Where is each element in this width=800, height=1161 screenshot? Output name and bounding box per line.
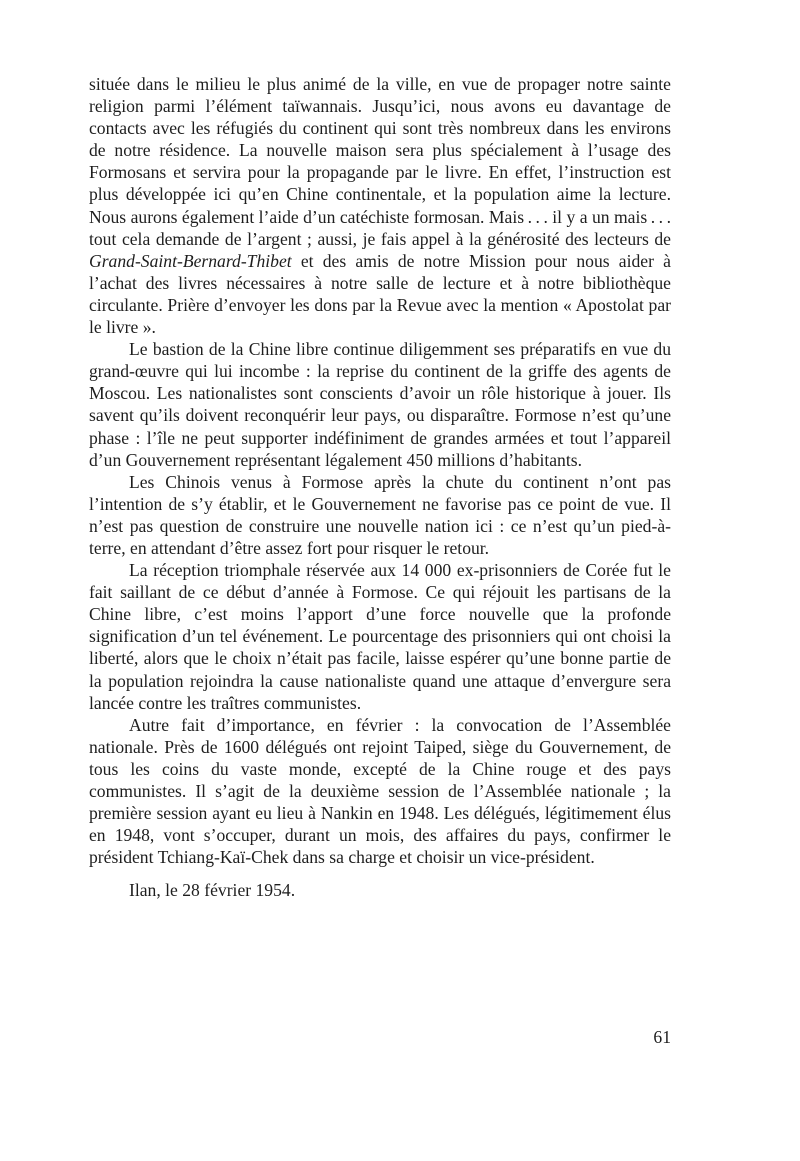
paragraph-1 (89, 73, 671, 338)
paragraph-4: La réception triomphale réservée aux 14 000 ex-prisonniers de Corée fut le fait saillant de ce début d’année à Formose. Ce qui réjouit les partisans de la Chine libre, c’est moins l’apport d’une force nouvelle que la profonde signification d’un tel événement. Le pourcentage des prisonniers qui ont choisi la liberté, alors que le choix n’était pas facile, laisse espérer qu’une bonne partie de la population rejoindra la cause nationaliste quand une attaque d’envergure sera lancée contre les traîtres communistes. (89, 560, 671, 713)
paragraph-2: Le bastion de la Chine libre continue diligemment ses préparatifs en vue du grand-œuvre qui lui incombe : la reprise du continent de la griffe des agents de Moscou. Les nationalistes sont conscients d’avoir un rôle historique à jouer. Ils savent qu’ils doivent reconquérir leur pays, ou disparaître. Formose n’est qu’une phase : l’île ne peut supporter indéfiniment de grandes armées et tout l’appareil d’un Gouvernement représentant légalement 450 millions d’habitants. (89, 339, 671, 470)
periodical-title: Grand-Saint-Bernard-Thibet (89, 250, 292, 271)
page-number: 61 (653, 1027, 671, 1047)
paragraph-3: Les Chinois venus à Formose après la chute du continent n’ont pas l’intention de s’y établir, et le Gouvernement ne favorise pas ce point de vue. Il n’est pas question de construire une nouvelle nation ici : ce n’est qu’un pied-à-terre, en attendant d’être assez fort pour risquer le retour. (89, 471, 671, 558)
paragraph-1-text-b: et des amis de notre Mission pour nous aider à l’achat des livres nécessaires à notre salle de lecture et à notre bibliothèque circulante. Prière d’envoyer les dons par la Revue avec la mention « Apostolat par le livre ». (89, 250, 671, 338)
paragraph-1-text-a: située dans le milieu le plus animé de la ville, en vue de propager notre sainte religion parmi l’élément taïwannais. Jusqu’ici, nous avons eu davantage de contacts avec les réfugiés du continent qui sont très nombreux dans les environs de notre résidence. La nouvelle maison sera plus spécialement à l’usage des Formosans et servira pour la propagande par le livre. En effet, l’instruction est plus développée ici qu’en Chine continentale, et la population aime la lecture. Nous aurons également l’aide d’un catéchiste formosan. Mais . . . il y a un mais . . . tout cela demande de l’argent ; aussi, je fais appel à la générosité des lecteurs de (89, 74, 671, 249)
signoff-place-date: Ilan, le 28 février 1954. (129, 880, 296, 901)
paragraph-5: Autre fait d’importance, en février : la convocation de l’Assemblée nationale. Près de 1600 délégués ont rejoint Taiped, siège du Gouvernement, de tous les coins du vaste monde, excepté de la Chine rouge et des pays communistes. Il s’agit de la deuxième session de l’Assemblée nationale ; la première session ayant eu lieu à Nankin en 1948. Les délégués, légitimement élus en 1948, vont s’occuper, durant un mois, des affaires du pays, confirmer le président Tchiang-Kaï-Chek dans sa charge et choisir un vice-président. (89, 714, 671, 868)
document-page (89, 73, 671, 901)
